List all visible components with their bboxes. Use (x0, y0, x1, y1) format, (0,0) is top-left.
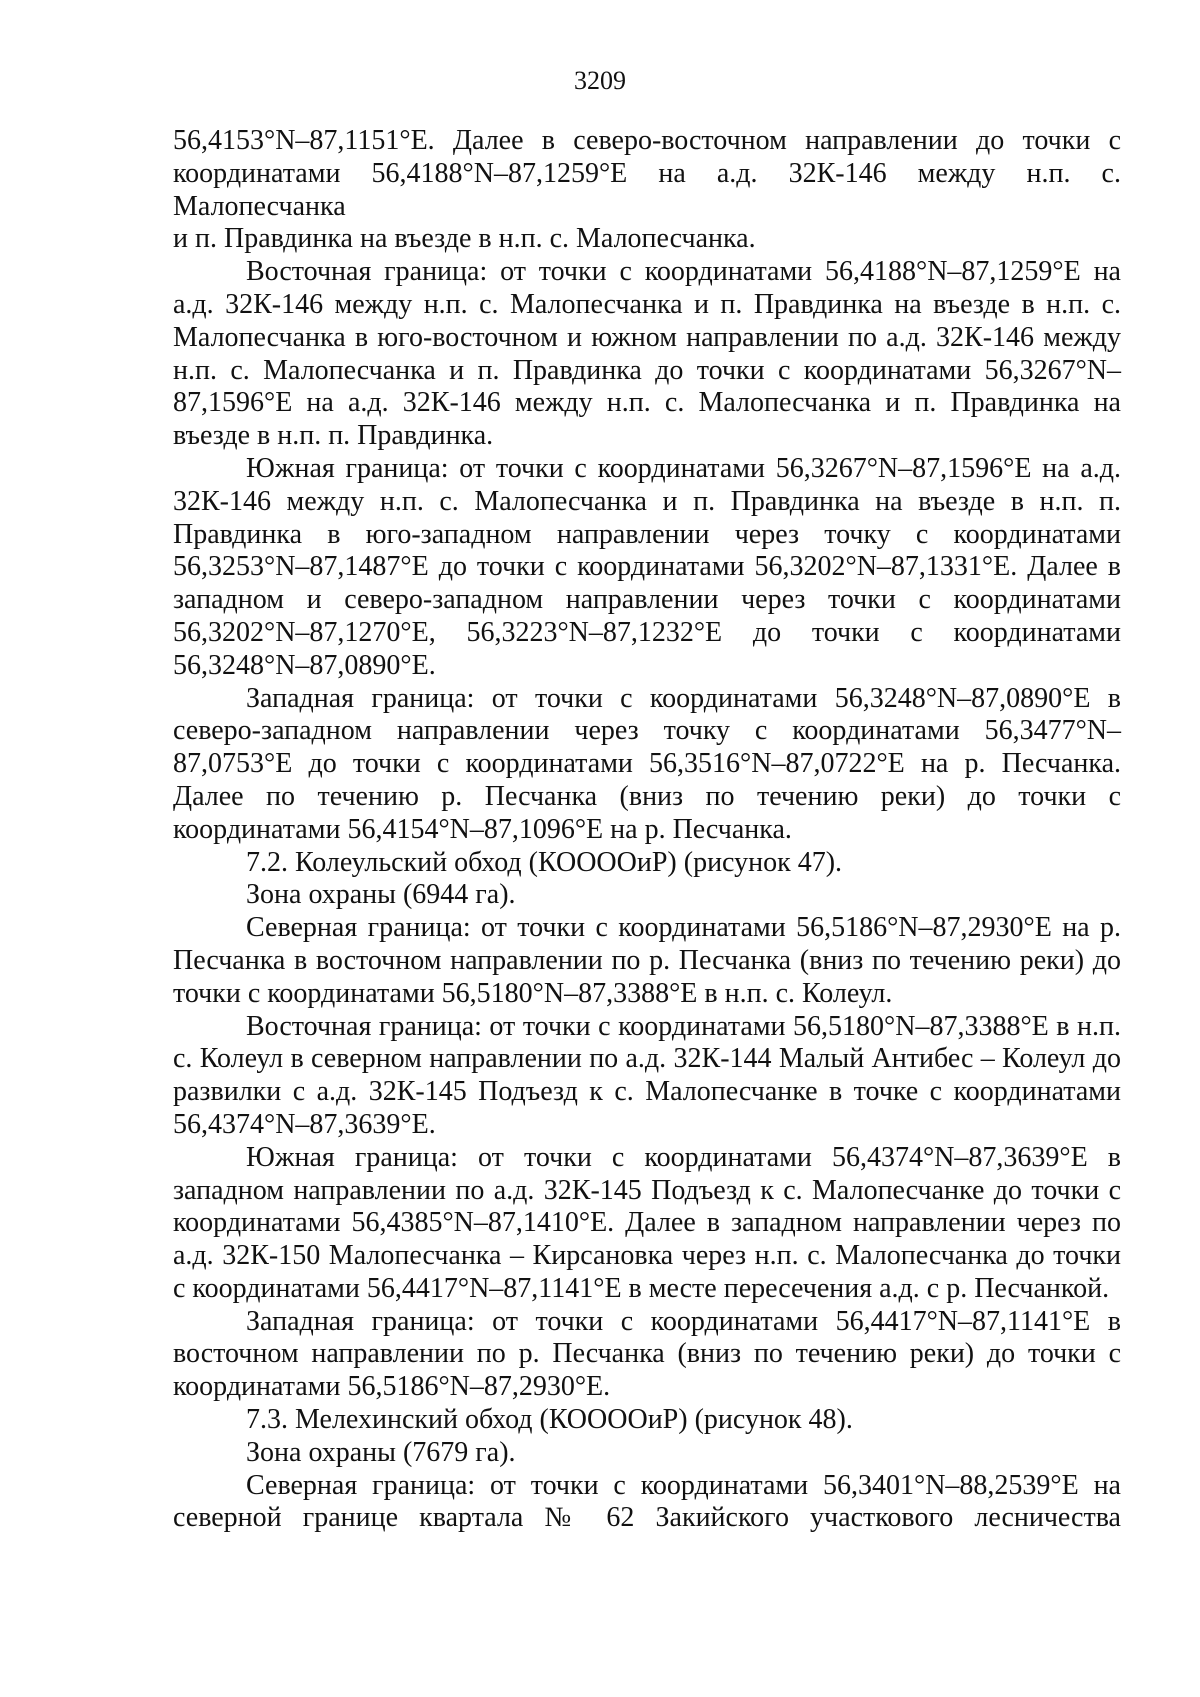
paragraph-north-border-3: Северная граница: от точки с координатами 56,3401°N–88,2539°E на северной границе квартала № 62 Закийского участкового лесничества (173, 1469, 1121, 1534)
paragraph-west-border-2: Западная граница: от точки с координатами 56,4417°N–87,1141°E в восточном направлении по р. Песчанка (вниз по течению реки) до точки с координатами 56,5186°N–87,2930°E. (173, 1305, 1121, 1403)
paragraph-north-border-2: Северная граница: от точки с координатами 56,5186°N–87,2930°E на р. Песчанка в восточном направлении по р. Песчанка (вниз по течению реки) до точки с координатами 56,5180°N–87,3388°E в н.п. с. Колеул. (173, 912, 1121, 1009)
section-heading-7-3: 7.3. Мелехинский обход (КОООOиР) (рисунок 48). (246, 1404, 853, 1436)
zone-heading-7-2: Зона охраны (6944 га). (246, 879, 516, 911)
zone-heading-7-3: Зона охраны (7679 га). (246, 1436, 516, 1468)
page-number: 3209 (574, 66, 626, 95)
document-body (173, 125, 1121, 1535)
text-line: Малопесчанка (173, 190, 346, 222)
paragraph-south-border-1: Южная граница: от точки с координатами 56,3267°N–87,1596°E на а.д. 32К-146 между н.п. с. Малопесчанка и п. Правдинка на въезде в н.п. п. Правдинка в юго-западном направлении через точку с координатами 56,3253°N–87,1487°E до точки с координатами 56,3202°N–87,1331°E. Далее в западном и северо-западном направлении через точки с координатами 56,3202°N–87,1270°E, 56,3223°N–87,1232°E до точки с координатами 56,3248°N–87,0890°E. (173, 452, 1121, 681)
paragraph-west-border-1: Западная граница: от точки с координатами 56,3248°N–87,0890°E в северо-западном направлении через точку с координатами 56,3477°N–87,0753°E до точки с координатами 56,3516°N–87,0722°E на р. Песчанка. Далее по течению р. Песчанка (вниз по течению реки) до точки с координатами 56,4154°N–87,1096°E на р. Песчанка. (173, 682, 1121, 845)
section-heading-7-2: 7.2. Колеульский обход (КОООOиР) (рисунок 47). (246, 846, 843, 878)
paragraph-east-border-2: Восточная граница: от точки с координатами 56,5180°N–87,3388°E в н.п. с. Колеул в северном направлении по а.д. 32К-144 Малый Антибес – Колеул до развилки с а.д. 32К-145 Подъезд к с. Малопесчанке в точке с координатами 56,4374°N–87,3639°E. (173, 1010, 1121, 1140)
paragraph-continuation (173, 125, 1121, 256)
text-line: 56,4153°N–87,1151°E. Далее в северо-восточном направлении до точки с (173, 125, 1121, 156)
text-line: и п. Правдинка на въезде в н.п. с. Малопесчанка. (173, 223, 756, 255)
text-line: координатами 56,4188°N–87,1259°E на а.д. 32К-146 между н.п. с. (173, 157, 1121, 189)
paragraph-south-border-2: Южная граница: от точки с координатами 56,4374°N–87,3639°E в западном направлении по а.д. 32К-145 Подъезд к с. Малопесчанке до точки с координатами 56,4385°N–87,1410°E. Далее в западном направлении через по а.д. 32К-150 Малопесчанка – Кирсановка через н.п. с. Малопесчанка до точки с координатами 56,4417°N–87,1141°E в месте пересечения а.д. с р. Песчанкой. (173, 1141, 1121, 1304)
paragraph-east-border-1: Восточная граница: от точки с координатами 56,4188°N–87,1259°E на а.д. 32К-146 между н.п. с. Малопесчанка и п. Правдинка на въезде в н.п. с. Малопесчанка в юго-восточном и южном направлении по а.д. 32К-146 между н.п. с. Малопесчанка и п. Правдинка до точки с координатами 56,3267°N–87,1596°E на а.д. 32К-146 между н.п. с. Малопесчанка и п. Правдинка на въезде в н.п. п. Правдинка. (173, 256, 1121, 452)
